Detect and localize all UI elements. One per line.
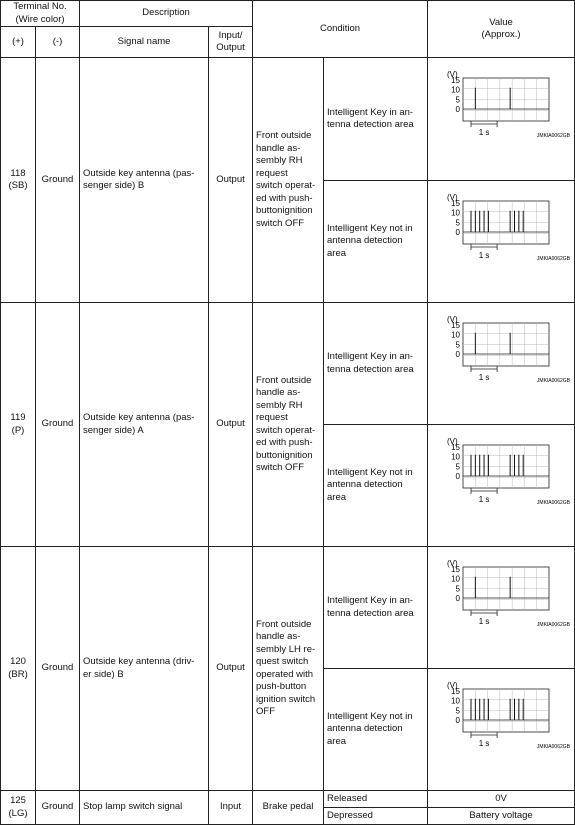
condition-header: Condition [253,1,428,58]
y-tick-label: 10 [451,85,461,95]
waveform-cell [428,303,575,425]
signal-line: senger side) B [83,180,145,191]
signal-line: senger side) A [83,424,144,436]
input-output-header [209,27,253,58]
y-unit-label: (V) [447,315,458,324]
condition-line: sembly RH [256,399,303,411]
y-tick-label: 15 [451,443,461,452]
y-tick-label: 0 [455,105,461,114]
y-tick-label: 10 [451,452,461,462]
terminal-118 [1,58,36,303]
figure-code: JMKIA0062GB [536,378,571,384]
io-cell: Output [209,547,253,791]
condition-line: ignition switch [256,693,316,705]
waveform-cell [428,669,575,791]
released-cell: Released [324,791,428,808]
wire-color: (SB) [8,180,28,191]
minus-header: (-) [36,27,80,58]
sub-condition-line: area [327,735,347,747]
condition-line: switch operat- [256,424,316,436]
y-tick-label: 5 [455,706,461,716]
waveform-cell [428,58,575,181]
condition-line: request [256,412,288,423]
condition-line: handle as- [256,631,301,642]
condition-cell [253,58,324,303]
wire-color-label: (Wire color) [15,13,65,25]
figure-code: JMKIA0062GB [536,500,571,506]
value-label: Value [489,16,513,28]
condition-line: ed with push- [256,192,313,204]
time-scale-label: 1 s [478,739,490,748]
waveform-chart [428,669,575,790]
condition-line: quest switch [256,656,309,667]
signal-line: Outside key antenna (pas- [83,167,195,179]
depressed-value: Battery voltage [428,808,575,825]
time-scale-label: 1 s [478,128,490,137]
y-tick-label: 10 [451,696,461,706]
terminal-no-label: Terminal No. [13,1,67,12]
y-tick-label: 15 [451,199,461,208]
value-header [428,1,575,58]
condition-line: buttonignition [256,449,313,461]
y-tick-label: 5 [455,340,461,350]
signal-line: Outside key antenna (pas- [83,412,195,423]
terminal-119 [1,303,36,547]
condition-line: sembly RH [256,155,303,166]
condition-cell [253,547,324,791]
y-unit-label: (V) [447,681,458,690]
sub-condition-line: Intelligent Key not in [327,466,413,478]
y-tick-label: 15 [451,321,461,330]
input-output-line-1: Input/ [218,29,243,41]
y-unit-label: (V) [447,559,458,568]
condition-line: OFF [256,706,276,717]
waveform-chart [428,303,575,424]
signal-name-cell [80,547,209,791]
condition-line: request [256,167,288,179]
sub-condition-cell [324,181,428,303]
condition-line: switch operat- [256,180,316,191]
wire-color: (BR) [8,668,28,680]
waveform-cell [428,181,575,303]
waveform-chart [428,181,575,302]
y-tick-label: 15 [451,687,461,696]
terminal-125 [1,791,36,825]
terminal-no-header [1,1,80,27]
sub-condition-line: Intelligent Key in an- [327,351,414,362]
condition-line: Front outside [256,374,312,386]
io-cell: Input [209,791,253,825]
description-header: Description [80,1,253,27]
condition-line: operated with [256,668,314,680]
terminal-number: 118 [10,167,26,179]
condition-line: handle as- [256,142,301,154]
waveform-chart [428,425,575,546]
y-tick-label: 15 [451,565,461,574]
figure-code: JMKIA0062GB [536,744,571,750]
y-tick-label: 10 [451,330,461,340]
wire-color: (LG) [8,807,28,819]
sub-condition-line: area [327,247,347,259]
ground-cell: Ground [36,58,80,303]
waveform-cell [428,547,575,669]
condition-line: Front outside [256,618,312,630]
condition-cell: Brake pedal [253,791,324,825]
sub-condition-line: tenna detection area [327,119,414,130]
sub-condition-line: antenna detection [327,479,403,491]
y-tick-label: 15 [451,76,461,85]
sub-condition-cell [324,58,428,181]
condition-line: ed with push- [256,437,313,448]
terminal-number: 119 [10,412,26,423]
sub-condition-cell [324,669,428,791]
y-tick-label: 10 [451,574,461,584]
sub-condition-cell [324,303,428,425]
sub-condition-line: Intelligent Key in an- [327,595,414,606]
y-tick-label: 5 [455,218,461,228]
y-tick-label: 5 [455,95,461,105]
sub-condition-line: tenna detection area [327,607,414,619]
y-tick-label: 10 [451,208,461,218]
y-tick-label: 0 [455,350,461,359]
wire-color: (P) [11,424,25,436]
condition-line: push-button [256,681,307,692]
sub-condition-line: Intelligent Key not in [327,710,413,722]
figure-code: JMKIA0062GB [536,622,571,628]
released-value: 0V [428,791,575,808]
input-output-line-2: Output [216,42,245,53]
y-tick-label: 5 [455,462,461,472]
condition-line: switch OFF [256,217,305,229]
io-cell: Output [209,58,253,303]
ground-cell: Ground [36,547,80,791]
terminal-120 [1,547,36,791]
sub-condition-line: Intelligent Key in an- [327,106,414,118]
waveform-cell [428,425,575,547]
condition-line: Front outside [256,130,312,141]
time-scale-label: 1 s [478,495,490,504]
signal-line: Outside key antenna (driv- [83,656,195,667]
figure-code: JMKIA0062GB [536,133,571,139]
condition-line: buttonignition [256,205,313,216]
ground-cell: Ground [36,303,80,547]
condition-line: sembly LH re- [256,643,316,655]
waveform-chart [428,547,575,668]
y-unit-label: (V) [447,437,458,446]
y-tick-label: 0 [455,716,461,725]
waveform-chart [428,58,575,180]
y-unit-label: (V) [447,193,458,202]
figure-code: JMKIA0062GB [536,256,571,262]
sub-condition-line: area [327,491,347,503]
time-scale-label: 1 s [478,617,490,626]
condition-line: switch OFF [256,462,305,473]
sub-condition-line: Intelligent Key not in [327,222,413,234]
condition-line: handle as- [256,387,301,398]
signal-name-header: Signal name [80,27,209,58]
y-unit-label: (V) [447,70,458,79]
terminal-number: 120 [10,656,26,667]
depressed-cell: Depressed [324,808,428,825]
signal-name-cell: Stop lamp switch signal [80,791,209,825]
sub-condition-line: antenna detection [327,235,403,247]
sub-condition-cell [324,547,428,669]
y-tick-label: 0 [455,594,461,603]
ground-cell: Ground [36,791,80,825]
sub-condition-line: antenna detection [327,723,403,735]
sub-condition-cell [324,425,428,547]
time-scale-label: 1 s [478,251,490,260]
y-tick-label: 5 [455,584,461,594]
approx-label: (Approx.) [481,29,521,40]
time-scale-label: 1 s [478,373,490,382]
condition-cell [253,303,324,547]
y-tick-label: 0 [455,472,461,481]
signal-name-cell [80,303,209,547]
sub-condition-line: tenna detection area [327,363,414,375]
y-tick-label: 0 [455,228,461,237]
signal-line: er side) B [83,668,124,680]
io-cell: Output [209,303,253,547]
terminal-number: 125 [10,795,26,806]
plus-header: (+) [1,27,36,58]
signal-name-cell [80,58,209,303]
